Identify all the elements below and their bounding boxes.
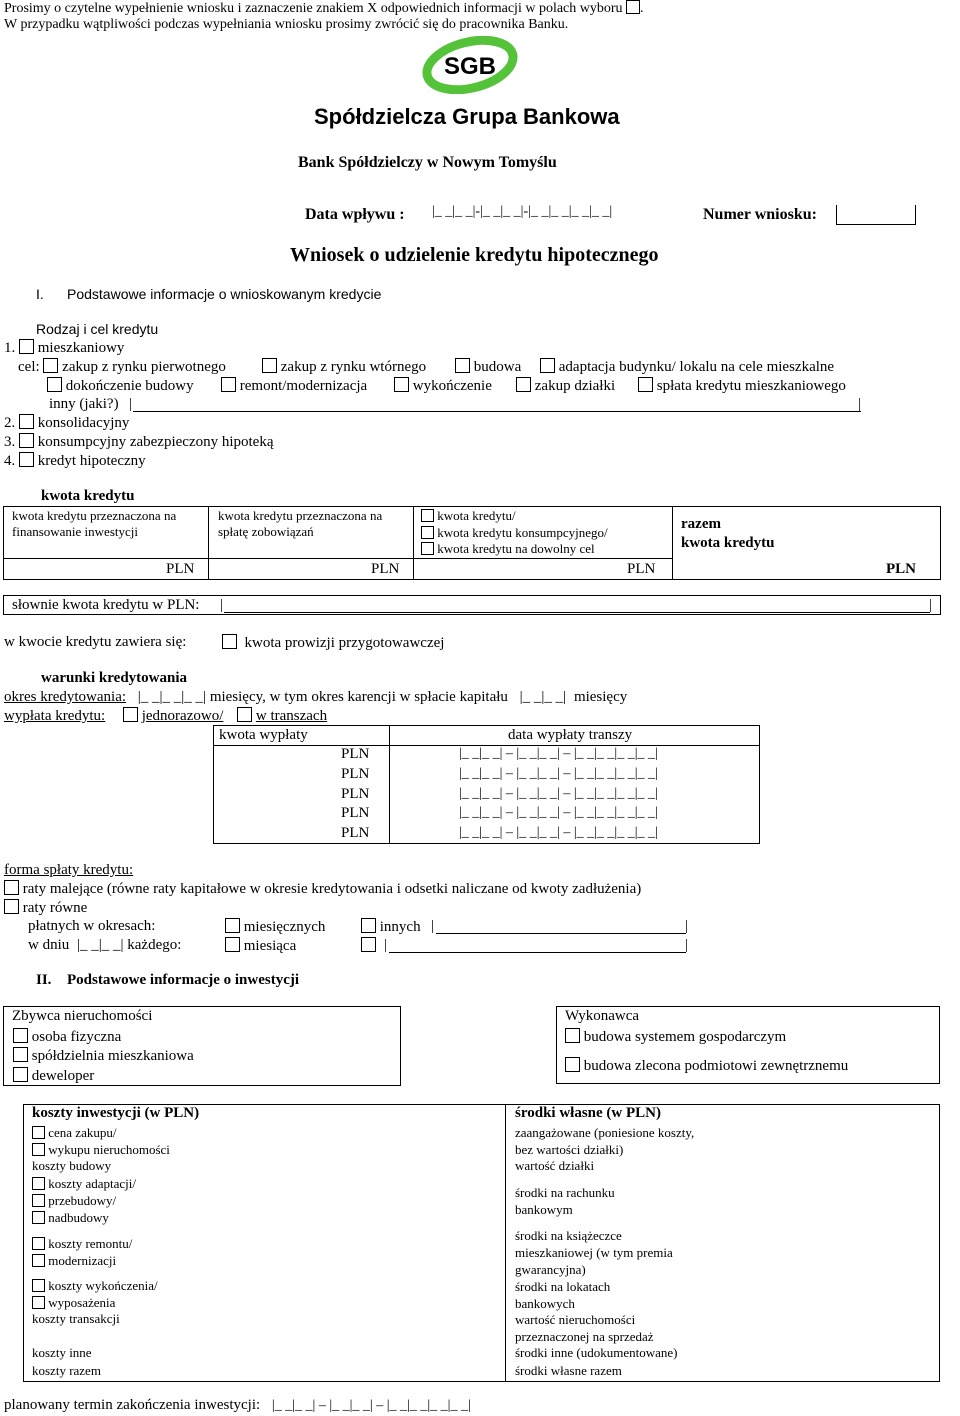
type-row-4: 4. kredyt hipoteczny (4, 453, 146, 469)
amount-consumer-checkbox[interactable] (421, 526, 434, 539)
amount-words-field[interactable] (224, 612, 930, 613)
tranche-header-amount: kwota wypłaty (219, 727, 308, 743)
tranche-4-currency[interactable]: PLN (341, 805, 370, 821)
other-period-start-bar: | (431, 918, 435, 934)
tranche-2-date[interactable]: |_ _|_ _| – |_ _|_ _| – |_ _|_ _|_ _|_ _| (459, 766, 658, 781)
cost-total: koszty razem (32, 1363, 101, 1378)
example-checkbox (626, 0, 640, 14)
date-field[interactable]: |_ _|_ _|-|_ _|_ _|-|_ _|_ _|_ _|_ _| (432, 204, 613, 219)
amount-total-currency[interactable]: PLN (886, 561, 916, 577)
type-mortgage-checkbox[interactable] (19, 452, 34, 467)
monthly-checkbox[interactable] (225, 918, 240, 933)
payout-tranche-checkbox[interactable] (237, 707, 252, 722)
amount-heading: kwota kredytu (41, 488, 135, 504)
costs-heading: koszty inwestycji (w PLN) (32, 1105, 200, 1121)
other-goal-label: inny (jaki?) (49, 396, 119, 412)
amount-any-purpose-checkbox[interactable] (421, 542, 434, 555)
seller-developer-checkbox[interactable] (13, 1067, 28, 1082)
cost-adaptation-checkbox[interactable] (32, 1177, 45, 1190)
goal-construction-checkbox[interactable] (455, 358, 470, 373)
amount-col-investment: kwota kredytu przeznaczona na finansowanie inwestycji (12, 508, 177, 539)
repayment-period-label: płatnych w okresach: (28, 918, 156, 934)
bank-group-name: Spółdzielcza Grupa Bankowa (314, 104, 620, 129)
amount-col-consumer: kwota kredytu/ kwota kredytu konsumpcyjnego/ kwota kredytu na dowolny cel (421, 508, 608, 558)
seller-individual: osoba fizyczna (13, 1028, 121, 1046)
type-row-2: 2. konsolidacyjny (4, 415, 130, 431)
own-account: środki na rachunku bankowym (515, 1185, 615, 1217)
contractor-own-checkbox[interactable] (565, 1028, 580, 1043)
cost-finishing-checkbox[interactable] (32, 1279, 45, 1292)
own-engaged: zaangażowane (poniesione koszty, bez wartości działki) (515, 1125, 695, 1157)
cost-renovation-checkbox[interactable] (32, 1237, 45, 1250)
amount-words-start-bar: | (220, 597, 224, 613)
type-housing-checkbox[interactable] (19, 339, 34, 354)
other-day-field[interactable] (389, 952, 686, 953)
amount-debts-currency[interactable]: PLN (371, 561, 400, 577)
repayment-heading: forma spłaty kredytu: (4, 862, 134, 878)
cost-rebuild-checkbox[interactable] (32, 1194, 45, 1207)
credit-type-heading: Rodzaj i cel kredytu (36, 321, 159, 337)
type-consolidation-checkbox[interactable] (19, 414, 34, 429)
goal-adaptation-checkbox[interactable] (540, 358, 555, 373)
other-period-end-bar: | (685, 918, 689, 934)
goal-secondary-market-checkbox[interactable] (262, 358, 277, 373)
payout-once-checkbox[interactable] (123, 707, 138, 722)
other-goal-end-bar: | (858, 396, 862, 412)
end-date-row: planowany termin zakończenia inwestycji: |_ _|_ _| – |_ _|_ _| – |_ _|_ _|_ _|_ _| (4, 1397, 471, 1413)
amount-words-label: słownie kwota kredytu w PLN: (12, 597, 200, 613)
goal-secondary: zakup z rynku wtórnego (262, 358, 426, 376)
type-row-3: 3. konsumpcyjny zabezpieczony hipoteką (4, 434, 274, 450)
own-property: wartość nieruchomości przeznaczonej na sprzedaż (515, 1312, 654, 1344)
intro-line-1: Prosimy o czytelne wypełnienie wniosku i zaznaczenie znakiem X odpowiednich informacji w polach wyboru . (4, 1, 644, 16)
repayment-of-month: miesiąca (225, 937, 296, 955)
repayment-other: innych (361, 918, 421, 936)
contractor-external-checkbox[interactable] (565, 1057, 580, 1072)
application-number-field[interactable] (836, 205, 916, 225)
goal-renovation: remont/modernizacja (221, 377, 367, 395)
of-month-checkbox[interactable] (225, 937, 240, 952)
repayment-equal: raty równe (4, 899, 87, 917)
goal-plot: zakup działki (516, 377, 615, 395)
tranche-3-date[interactable]: |_ _|_ _| – |_ _|_ _| – |_ _|_ _|_ _|_ _| (459, 786, 658, 801)
section-1-roman: I. (36, 286, 44, 302)
amount-col-divider-1 (208, 506, 209, 580)
cost-finishing: koszty wykończenia/ wyposażenia (32, 1277, 158, 1311)
terms-heading: warunki kredytowania (41, 670, 188, 686)
amount-col-divider-2 (413, 506, 414, 580)
amount-table-divider (3, 558, 673, 559)
section-2-roman: II. (36, 972, 52, 988)
goal-loan-repayment-checkbox[interactable] (638, 377, 653, 392)
other-goal-start-bar: | (129, 396, 133, 412)
repayment-day-field[interactable]: |_ _|_ _| (77, 937, 124, 953)
cost-transaction: koszty transakcji (32, 1311, 120, 1326)
goal-finishing-checkbox[interactable] (394, 377, 409, 392)
other-day-start-bar: | (384, 937, 388, 953)
tranche-4-date[interactable]: |_ _|_ _| – |_ _|_ _| – |_ _|_ _|_ _|_ _| (459, 805, 658, 820)
cost-purchase-checkbox[interactable] (32, 1126, 45, 1139)
repayment-other-day (361, 937, 376, 955)
cost-buyout-checkbox[interactable] (32, 1143, 45, 1156)
other-period-field[interactable] (436, 933, 686, 934)
other-goal-field[interactable] (133, 411, 861, 412)
cost-purchase: cena zakupu/ wykupu nieruchomości (32, 1124, 170, 1158)
cost-extension-checkbox[interactable] (32, 1211, 45, 1224)
number-label: Numer wniosku: (703, 206, 817, 223)
goal-renovation-checkbox[interactable] (221, 377, 236, 392)
section-1-title: Podstawowe informacje o wnioskowanym kredycie (67, 286, 382, 302)
payout-row: wypłata kredytu: jednorazowo/ w transzach (4, 708, 328, 724)
goal-primary-market-checkbox[interactable] (43, 358, 58, 373)
form-title: Wniosek o udzielenie kredytu hipotecznego (290, 244, 659, 266)
cost-modernization-checkbox[interactable] (32, 1254, 45, 1267)
tranche-3-currency[interactable]: PLN (341, 786, 370, 802)
goal-finishing: wykończenie (394, 377, 492, 395)
repayment-day-row: w dniu |_ _|_ _| każdego: (28, 937, 182, 953)
own-other: środki inne (udokumentowane) (515, 1345, 678, 1360)
cost-building: koszty budowy (32, 1158, 112, 1173)
seller-developer: deweloper (13, 1067, 94, 1085)
own-funds-heading: środki własne (w PLN) (515, 1105, 661, 1121)
tranche-5-date[interactable]: |_ _|_ _| – |_ _|_ _| – |_ _|_ _|_ _|_ _| (459, 825, 658, 840)
date-label: Data wpływu : (305, 206, 405, 223)
own-savings-book: środki na książeczce mieszkaniowej (w tym premia gwarancyjna) (515, 1228, 673, 1277)
goal-build: budowa (455, 358, 521, 376)
own-total: środki własne razem (515, 1363, 622, 1378)
contractor-own: budowa systemem gospodarczym (565, 1028, 786, 1046)
intro-line-2: W przypadku wątpliwości podczas wypełniania wniosku prosimy zwrócić się do pracownika Banku. (4, 17, 569, 32)
period-row: okres kredytowania: |_ _|_ _|_ _| miesięcy, w tym okres karencji w spłacie kapitału |_ _|_ _| miesięcy (4, 689, 628, 705)
fee-label: w kwocie kredytu zawiera się: (4, 634, 187, 650)
goal-adapt: adaptacja budynku/ lokalu na cele mieszkalne (540, 358, 834, 376)
repayment-decreasing: raty malejące (równe raty kapitałowe w okresie kredytowania i odsetki naliczane od kwoty zadłużenia) (4, 880, 641, 898)
amount-col-debts: kwota kredytu przeznaczona na spłatę zobowiązań (218, 508, 383, 539)
other-period-checkbox[interactable] (361, 918, 376, 933)
amount-col-total: razem kwota kredytu (681, 516, 775, 551)
own-deposits: środki na lokatach bankowych (515, 1279, 611, 1311)
sgb-logo-icon (418, 36, 526, 94)
contractor-heading: Wykonawca (565, 1008, 640, 1024)
repayment-monthly: miesięcznych (225, 918, 325, 936)
other-day-checkbox[interactable] (361, 937, 376, 952)
end-date-field[interactable]: |_ _|_ _| – |_ _|_ _| – |_ _|_ _|_ _|_ _| (271, 1398, 471, 1413)
own-plot: wartość działki (515, 1158, 595, 1173)
section-2-title: Podstawowe informacje o inwestycji (67, 972, 300, 988)
goal-finish-build: dokończenie budowy (47, 377, 194, 395)
cost-renovation: koszty remontu/ modernizacji (32, 1235, 132, 1269)
period-field[interactable]: |_ _|_ _|_ _| (137, 689, 207, 705)
decreasing-installments-checkbox[interactable] (4, 880, 19, 895)
type-row-1: 1. mieszkaniowy (4, 340, 125, 356)
amount-col-divider-3 (672, 506, 673, 580)
bank-name: Bank Spółdzielczy w Nowym Tomyślu (298, 154, 557, 171)
other-day-end-bar: | (685, 937, 689, 953)
seller-cooperative-checkbox[interactable] (13, 1047, 28, 1062)
goal-refinance: spłata kredytu mieszkaniowego (638, 377, 846, 395)
seller-cooperative: spółdzielnia mieszkaniowa (13, 1047, 194, 1065)
grace-field[interactable]: |_ _|_ _| (519, 689, 567, 705)
tranche-5-currency[interactable]: PLN (341, 825, 370, 841)
amount-consumer-currency[interactable]: PLN (627, 561, 656, 577)
goal-plot-purchase-checkbox[interactable] (516, 377, 531, 392)
tranche-col-divider (389, 725, 390, 844)
seller-heading: Zbywca nieruchomości (12, 1008, 153, 1024)
tranche-1-date[interactable]: |_ _|_ _| – |_ _|_ _| – |_ _|_ _|_ _|_ _| (459, 746, 658, 761)
goal-finish-construction-checkbox[interactable] (47, 377, 62, 392)
seller-individual-checkbox[interactable] (13, 1028, 28, 1043)
fee-checkbox[interactable] (222, 634, 237, 649)
tranche-2-currency[interactable]: PLN (341, 766, 370, 782)
amount-loan-checkbox[interactable] (421, 509, 434, 522)
investment-col-divider (505, 1104, 506, 1382)
amount-investment-currency[interactable]: PLN (166, 561, 195, 577)
cost-adaptation: koszty adaptacji/ przebudowy/ nadbudowy (32, 1175, 136, 1226)
cost-other: koszty inne (32, 1345, 92, 1360)
type-consumer-checkbox[interactable] (19, 433, 34, 448)
fee-option: kwota prowizji przygotowawczej (222, 634, 444, 652)
tranche-header-date: data wypłaty transzy (508, 727, 633, 743)
logo-brand-text: SGB (443, 53, 497, 80)
amount-words-end-bar: | (929, 597, 933, 613)
goals-row-1: cel: zakup z rynku pierwotnego (18, 359, 226, 375)
equal-installments-checkbox[interactable] (4, 899, 19, 914)
contractor-external: budowa zlecona podmiotowi zewnętrznemu (565, 1057, 848, 1075)
tranche-1-currency[interactable]: PLN (341, 746, 370, 762)
cost-equipment-checkbox[interactable] (32, 1296, 45, 1309)
